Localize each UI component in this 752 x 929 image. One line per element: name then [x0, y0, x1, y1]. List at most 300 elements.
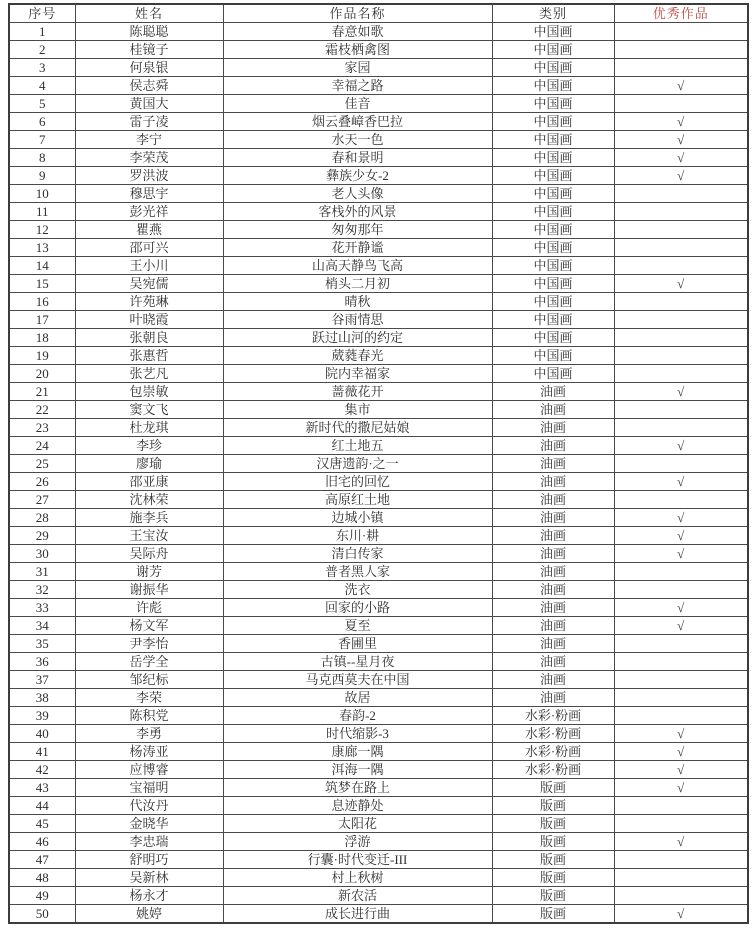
table-row	[9, 707, 748, 725]
table-row	[9, 77, 748, 95]
cell-excellent	[614, 221, 748, 239]
table-row	[9, 311, 748, 329]
cell-title: 匆匆那年	[223, 221, 492, 239]
cell-category: 版画	[492, 887, 614, 905]
cell-category: 油画	[492, 401, 614, 419]
cell-title: 佳音	[223, 95, 492, 113]
cell-name: 黄国大	[75, 95, 223, 113]
cell-category: 油画	[492, 527, 614, 545]
cell-no: 6	[9, 113, 75, 131]
cell-name: 杨涛亚	[75, 743, 223, 761]
table-row	[9, 455, 748, 473]
table-row	[9, 653, 748, 671]
cell-title: 蔷薇花开	[223, 383, 492, 401]
cell-excellent	[614, 95, 748, 113]
table-row	[9, 401, 748, 419]
col-header-excellent: 优秀作品	[614, 4, 748, 23]
cell-excellent	[614, 41, 748, 59]
cell-title: 谷雨情思	[223, 311, 492, 329]
cell-excellent: √	[614, 77, 748, 95]
cell-title: 太阳花	[223, 815, 492, 833]
cell-name: 宝福明	[75, 779, 223, 797]
cell-excellent	[614, 707, 748, 725]
cell-title: 成长进行曲	[223, 905, 492, 924]
cell-title: 康廊一隅	[223, 743, 492, 761]
cell-name: 吴宛儒	[75, 275, 223, 293]
cell-title: 息迹静处	[223, 797, 492, 815]
cell-excellent: √	[614, 131, 748, 149]
cell-title: 夏至	[223, 617, 492, 635]
table-row	[9, 509, 748, 527]
table-row	[9, 167, 748, 185]
cell-title: 洱海一隅	[223, 761, 492, 779]
cell-name: 王小川	[75, 257, 223, 275]
table-row	[9, 473, 748, 491]
cell-category: 水彩·粉画	[492, 743, 614, 761]
cell-no: 20	[9, 365, 75, 383]
cell-no: 11	[9, 203, 75, 221]
cell-no: 45	[9, 815, 75, 833]
cell-excellent	[614, 311, 748, 329]
cell-name: 张惠哲	[75, 347, 223, 365]
table-row	[9, 869, 748, 887]
cell-category: 中国画	[492, 23, 614, 41]
cell-name: 雷子凌	[75, 113, 223, 131]
cell-name: 金晓华	[75, 815, 223, 833]
cell-no: 8	[9, 149, 75, 167]
cell-category: 油画	[492, 437, 614, 455]
cell-no: 5	[9, 95, 75, 113]
cell-no: 31	[9, 563, 75, 581]
cell-no: 49	[9, 887, 75, 905]
cell-no: 9	[9, 167, 75, 185]
cell-category: 水彩·粉画	[492, 725, 614, 743]
cell-category: 中国画	[492, 167, 614, 185]
cell-title: 时代缩影-3	[223, 725, 492, 743]
table-row	[9, 635, 748, 653]
cell-excellent: √	[614, 149, 748, 167]
cell-no: 33	[9, 599, 75, 617]
table-row	[9, 743, 748, 761]
cell-excellent: √	[614, 743, 748, 761]
cell-title: 故居	[223, 689, 492, 707]
col-header-title: 作品名称	[223, 4, 492, 23]
cell-excellent: √	[614, 275, 748, 293]
cell-category: 版画	[492, 815, 614, 833]
cell-category: 油画	[492, 563, 614, 581]
cell-title: 烟云叠嶂香巴拉	[223, 113, 492, 131]
cell-excellent: √	[614, 167, 748, 185]
cell-title: 筑梦在路上	[223, 779, 492, 797]
cell-name: 包崇敏	[75, 383, 223, 401]
cell-category: 中国画	[492, 347, 614, 365]
cell-no: 37	[9, 671, 75, 689]
cell-excellent	[614, 185, 748, 203]
cell-excellent	[614, 347, 748, 365]
table-row	[9, 437, 748, 455]
cell-name: 瞿燕	[75, 221, 223, 239]
cell-category: 油画	[492, 383, 614, 401]
cell-title: 山高天静鸟飞高	[223, 257, 492, 275]
cell-no: 34	[9, 617, 75, 635]
cell-title: 春和景明	[223, 149, 492, 167]
cell-title: 霜枝栖禽图	[223, 41, 492, 59]
cell-category: 中国画	[492, 239, 614, 257]
table-row	[9, 293, 748, 311]
cell-no: 24	[9, 437, 75, 455]
cell-no: 10	[9, 185, 75, 203]
cell-excellent	[614, 401, 748, 419]
cell-no: 1	[9, 23, 75, 41]
cell-title: 客栈外的风景	[223, 203, 492, 221]
table-row	[9, 41, 748, 59]
cell-category: 油画	[492, 599, 614, 617]
cell-title: 幸福之路	[223, 77, 492, 95]
cell-name: 许彪	[75, 599, 223, 617]
cell-no: 40	[9, 725, 75, 743]
cell-category: 版画	[492, 833, 614, 851]
cell-name: 彭光祥	[75, 203, 223, 221]
cell-title: 家园	[223, 59, 492, 77]
table-row	[9, 239, 748, 257]
cell-title: 彝族少女-2	[223, 167, 492, 185]
table-row	[9, 185, 748, 203]
cell-no: 7	[9, 131, 75, 149]
cell-category: 中国画	[492, 41, 614, 59]
table-row	[9, 491, 748, 509]
cell-name: 施李兵	[75, 509, 223, 527]
cell-title: 旧宅的回忆	[223, 473, 492, 491]
cell-category: 中国画	[492, 95, 614, 113]
cell-category: 中国画	[492, 59, 614, 77]
cell-no: 32	[9, 581, 75, 599]
cell-title: 跃过山河的约定	[223, 329, 492, 347]
cell-category: 中国画	[492, 203, 614, 221]
cell-name: 李荣	[75, 689, 223, 707]
cell-title: 普者黑人家	[223, 563, 492, 581]
cell-no: 22	[9, 401, 75, 419]
cell-excellent	[614, 797, 748, 815]
table-row	[9, 761, 748, 779]
cell-title: 村上秋树	[223, 869, 492, 887]
cell-name: 杜龙琪	[75, 419, 223, 437]
table-body	[9, 23, 748, 924]
cell-title: 东川·耕	[223, 527, 492, 545]
artworks-table	[8, 3, 749, 924]
cell-category: 油画	[492, 491, 614, 509]
col-header-name: 姓名	[75, 4, 223, 23]
cell-category: 油画	[492, 419, 614, 437]
cell-name: 尹李怡	[75, 635, 223, 653]
cell-no: 27	[9, 491, 75, 509]
table-row	[9, 833, 748, 851]
cell-excellent	[614, 203, 748, 221]
cell-category: 中国画	[492, 311, 614, 329]
table-row	[9, 221, 748, 239]
cell-title: 行囊·时代变迁-III	[223, 851, 492, 869]
table-row	[9, 203, 748, 221]
table-row	[9, 23, 748, 41]
cell-excellent: √	[614, 599, 748, 617]
cell-excellent: √	[614, 473, 748, 491]
table-row	[9, 347, 748, 365]
table-row	[9, 725, 748, 743]
cell-title: 晴秋	[223, 293, 492, 311]
cell-category: 版画	[492, 851, 614, 869]
cell-no: 26	[9, 473, 75, 491]
cell-category: 中国画	[492, 365, 614, 383]
cell-no: 14	[9, 257, 75, 275]
cell-category: 中国画	[492, 293, 614, 311]
cell-category: 版画	[492, 905, 614, 924]
cell-excellent	[614, 851, 748, 869]
cell-title: 春意如歌	[223, 23, 492, 41]
cell-name: 廖瑜	[75, 455, 223, 473]
table-row	[9, 779, 748, 797]
cell-title: 老人头像	[223, 185, 492, 203]
cell-category: 油画	[492, 455, 614, 473]
cell-name: 李宁	[75, 131, 223, 149]
cell-no: 48	[9, 869, 75, 887]
cell-excellent	[614, 365, 748, 383]
table-row	[9, 581, 748, 599]
cell-category: 油画	[492, 689, 614, 707]
cell-name: 谢振华	[75, 581, 223, 599]
cell-name: 张艺凡	[75, 365, 223, 383]
cell-name: 张朝良	[75, 329, 223, 347]
cell-category: 中国画	[492, 221, 614, 239]
cell-name: 罗洪波	[75, 167, 223, 185]
cell-category: 中国画	[492, 131, 614, 149]
cell-name: 穆思宇	[75, 185, 223, 203]
table-row	[9, 887, 748, 905]
cell-category: 中国画	[492, 149, 614, 167]
cell-name: 吴际舟	[75, 545, 223, 563]
cell-category: 中国画	[492, 113, 614, 131]
cell-excellent	[614, 329, 748, 347]
cell-name: 李忠瑞	[75, 833, 223, 851]
cell-excellent	[614, 293, 748, 311]
cell-name: 邵可兴	[75, 239, 223, 257]
cell-excellent	[614, 887, 748, 905]
cell-category: 油画	[492, 617, 614, 635]
cell-excellent: √	[614, 725, 748, 743]
cell-title: 水天一色	[223, 131, 492, 149]
cell-excellent	[614, 239, 748, 257]
header-row	[9, 4, 748, 23]
cell-no: 46	[9, 833, 75, 851]
cell-category: 水彩·粉画	[492, 707, 614, 725]
cell-title: 古镇--星月夜	[223, 653, 492, 671]
table-row	[9, 527, 748, 545]
cell-title: 香圃里	[223, 635, 492, 653]
table-row	[9, 365, 748, 383]
cell-excellent	[614, 59, 748, 77]
cell-category: 中国画	[492, 257, 614, 275]
table-row	[9, 905, 748, 924]
cell-no: 43	[9, 779, 75, 797]
table-row	[9, 149, 748, 167]
table-row	[9, 797, 748, 815]
cell-excellent	[614, 491, 748, 509]
cell-excellent: √	[614, 833, 748, 851]
cell-no: 12	[9, 221, 75, 239]
cell-title: 新农活	[223, 887, 492, 905]
table-row	[9, 563, 748, 581]
cell-category: 中国画	[492, 329, 614, 347]
cell-no: 16	[9, 293, 75, 311]
cell-title: 梢头二月初	[223, 275, 492, 293]
cell-no: 35	[9, 635, 75, 653]
cell-excellent: √	[614, 527, 748, 545]
table-row	[9, 113, 748, 131]
cell-name: 谢芳	[75, 563, 223, 581]
cell-no: 42	[9, 761, 75, 779]
cell-name: 吴新林	[75, 869, 223, 887]
cell-no: 50	[9, 905, 75, 924]
cell-excellent: √	[614, 617, 748, 635]
col-header-no: 序号	[9, 4, 75, 23]
cell-no: 23	[9, 419, 75, 437]
cell-title: 院内幸福家	[223, 365, 492, 383]
cell-no: 44	[9, 797, 75, 815]
cell-title: 春韵-2	[223, 707, 492, 725]
cell-excellent: √	[614, 113, 748, 131]
table-row	[9, 671, 748, 689]
cell-excellent	[614, 23, 748, 41]
table-row	[9, 131, 748, 149]
cell-no: 21	[9, 383, 75, 401]
cell-title: 回家的小路	[223, 599, 492, 617]
cell-no: 2	[9, 41, 75, 59]
cell-name: 姚婷	[75, 905, 223, 924]
cell-category: 版画	[492, 779, 614, 797]
cell-name: 陈聪聪	[75, 23, 223, 41]
cell-no: 13	[9, 239, 75, 257]
cell-name: 邵亚康	[75, 473, 223, 491]
table-row	[9, 383, 748, 401]
cell-no: 25	[9, 455, 75, 473]
cell-excellent: √	[614, 905, 748, 924]
cell-title: 集市	[223, 401, 492, 419]
table-row	[9, 689, 748, 707]
cell-name: 叶晓霞	[75, 311, 223, 329]
table-row	[9, 545, 748, 563]
cell-name: 桂镜子	[75, 41, 223, 59]
cell-category: 油画	[492, 635, 614, 653]
cell-title: 新时代的撒尼姑娘	[223, 419, 492, 437]
cell-name: 杨文军	[75, 617, 223, 635]
cell-excellent: √	[614, 509, 748, 527]
cell-excellent	[614, 869, 748, 887]
cell-name: 窦文飞	[75, 401, 223, 419]
cell-category: 水彩·粉画	[492, 761, 614, 779]
cell-no: 15	[9, 275, 75, 293]
cell-no: 19	[9, 347, 75, 365]
col-header-category: 类别	[492, 4, 614, 23]
table-row	[9, 851, 748, 869]
cell-excellent	[614, 689, 748, 707]
cell-name: 侯志舜	[75, 77, 223, 95]
table-row	[9, 59, 748, 77]
cell-no: 47	[9, 851, 75, 869]
cell-category: 油画	[492, 581, 614, 599]
table-row	[9, 275, 748, 293]
cell-title: 花开静谧	[223, 239, 492, 257]
cell-category: 中国画	[492, 185, 614, 203]
table-row	[9, 419, 748, 437]
cell-no: 4	[9, 77, 75, 95]
cell-category: 油画	[492, 545, 614, 563]
cell-name: 邹纪标	[75, 671, 223, 689]
cell-name: 李勇	[75, 725, 223, 743]
cell-title: 浮游	[223, 833, 492, 851]
cell-name: 陈积党	[75, 707, 223, 725]
table-row	[9, 329, 748, 347]
table-row	[9, 599, 748, 617]
cell-excellent	[614, 671, 748, 689]
cell-name: 王宝汝	[75, 527, 223, 545]
cell-name: 李荣茂	[75, 149, 223, 167]
cell-name: 杨永才	[75, 887, 223, 905]
cell-no: 3	[9, 59, 75, 77]
cell-no: 36	[9, 653, 75, 671]
cell-excellent	[614, 635, 748, 653]
cell-no: 39	[9, 707, 75, 725]
table-row	[9, 257, 748, 275]
cell-excellent	[614, 455, 748, 473]
cell-title: 洗衣	[223, 581, 492, 599]
cell-category: 油画	[492, 473, 614, 491]
cell-name: 岳学全	[75, 653, 223, 671]
cell-category: 油画	[492, 509, 614, 527]
cell-name: 代汝丹	[75, 797, 223, 815]
cell-category: 油画	[492, 653, 614, 671]
cell-title: 汉唐遗韵·之一	[223, 455, 492, 473]
cell-category: 版画	[492, 797, 614, 815]
cell-name: 何泉银	[75, 59, 223, 77]
cell-name: 许苑琳	[75, 293, 223, 311]
cell-no: 18	[9, 329, 75, 347]
cell-excellent: √	[614, 779, 748, 797]
cell-excellent	[614, 581, 748, 599]
cell-title: 红土地五	[223, 437, 492, 455]
cell-name: 沈林荣	[75, 491, 223, 509]
cell-category: 中国画	[492, 77, 614, 95]
cell-excellent: √	[614, 437, 748, 455]
cell-excellent	[614, 419, 748, 437]
cell-excellent: √	[614, 383, 748, 401]
cell-no: 28	[9, 509, 75, 527]
table-row	[9, 815, 748, 833]
cell-title: 马克西莫夫在中国	[223, 671, 492, 689]
cell-excellent	[614, 815, 748, 833]
cell-category: 版画	[492, 869, 614, 887]
cell-excellent	[614, 653, 748, 671]
cell-no: 30	[9, 545, 75, 563]
cell-name: 舒明巧	[75, 851, 223, 869]
cell-excellent	[614, 563, 748, 581]
cell-no: 38	[9, 689, 75, 707]
cell-title: 清白传家	[223, 545, 492, 563]
cell-title: 葳蕤春光	[223, 347, 492, 365]
cell-title: 边城小镇	[223, 509, 492, 527]
cell-no: 29	[9, 527, 75, 545]
table-row	[9, 95, 748, 113]
cell-excellent: √	[614, 545, 748, 563]
cell-no: 41	[9, 743, 75, 761]
cell-category: 油画	[492, 671, 614, 689]
